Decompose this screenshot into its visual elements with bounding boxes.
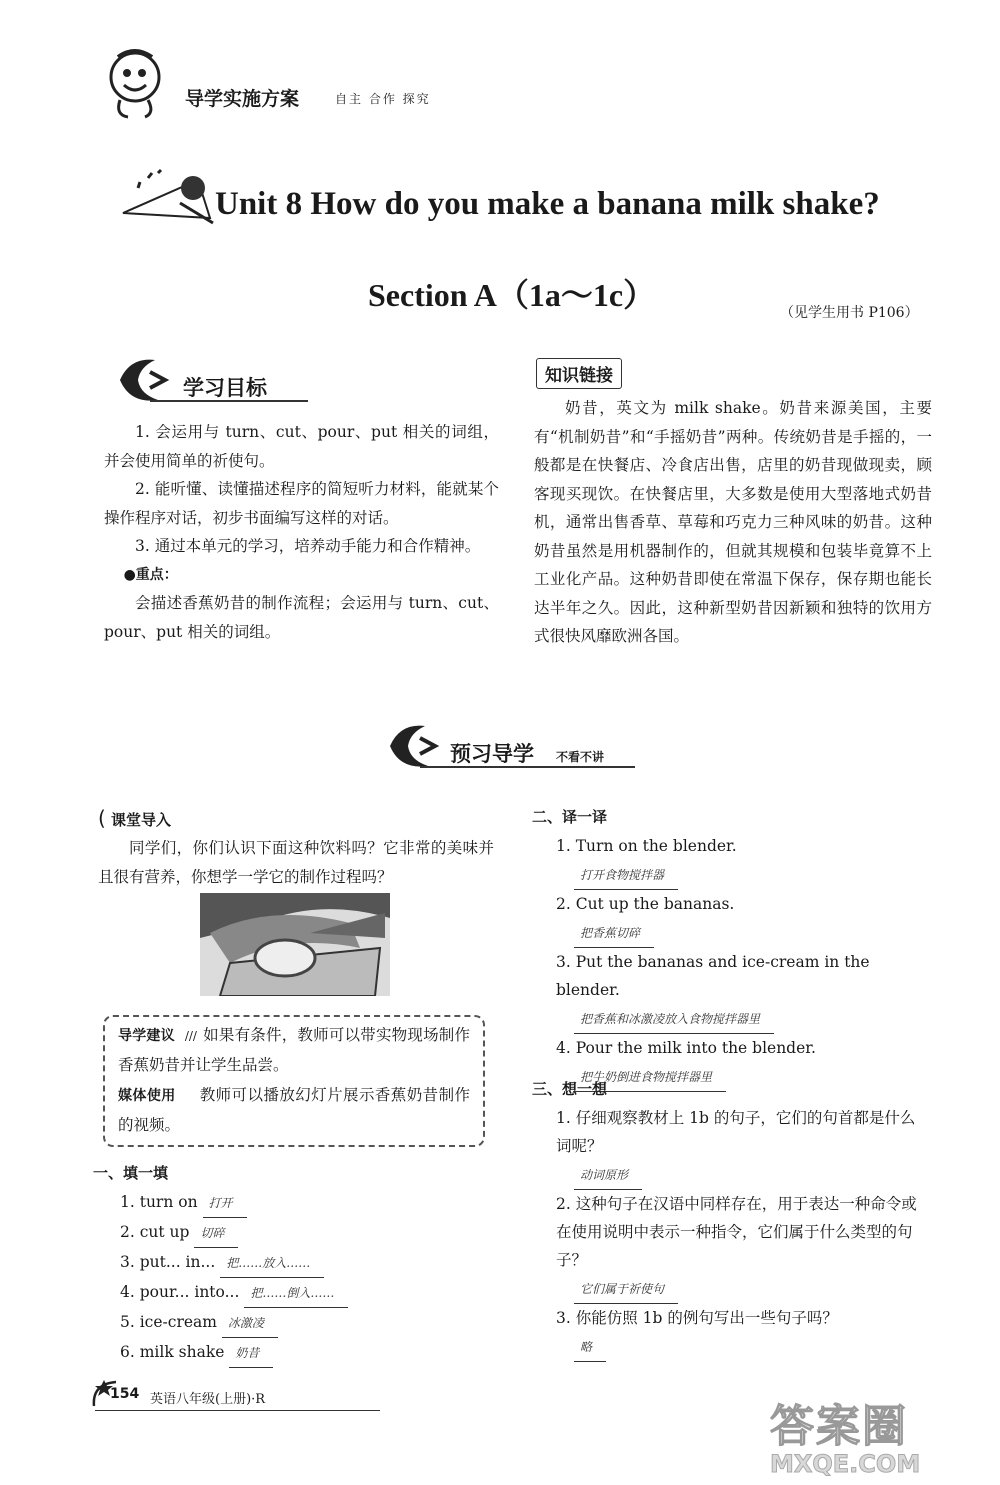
watermark-logo [770,1390,985,1478]
slash-icon: /// [184,1029,197,1043]
fill-question: 1. turn on [120,1193,198,1211]
think-list [556,1104,928,1362]
objective-item: 3. 通过本单元的学习，培养动手能力和合作精神。 [135,537,481,555]
objectives-heading: 学习目标 [183,376,267,400]
guide-label: 导学建议 [118,1028,175,1044]
think-question: 2. 这种句子在汉语中同样存在，用于表达一种命令或在使用说明中表示一种指令，它们属于什么类型的句子？ [556,1195,917,1269]
media-label: 媒体使用 [118,1088,176,1104]
footer-line [95,1410,380,1411]
fill-item [120,1188,500,1218]
fill-item [120,1248,500,1278]
section-title: Section A（1a～1c） [368,277,656,313]
translate-answer: 把牛奶倒进食物搅拌器里 [574,1063,726,1092]
classroom-label [98,806,171,830]
header-subtitle: 自主 合作 探究 [335,92,431,106]
translate-heading: 二、译一译 [532,808,608,826]
fill-list [120,1188,500,1368]
preview-banner-icon [380,718,450,773]
key-points-text: 会描述香蕉奶昔的制作流程；会运用与 turn、cut、pour、put 相关的词组。 [104,594,499,641]
objectives-banner-icon [110,352,180,407]
translate-question: 3. Put the bananas and ice-cream in the blender. [556,953,870,999]
fill-item [120,1308,500,1338]
preview-heading: 预习导学 [450,742,534,766]
classroom-text: 同学们，你们认识下面这种饮料吗？它非常的美味并且很有营养，你想学一学它的制作过程吗？ [98,839,494,886]
watermark-url: MXQE.COM [770,1450,921,1478]
translate-list [556,832,928,1092]
key-points-label: ●重点： [123,566,178,583]
page-number: 154 [110,1386,140,1402]
fill-item [120,1218,500,1248]
fill-item [120,1278,500,1308]
think-answer: 略 [574,1333,606,1362]
fill-answer: 切碎 [194,1219,238,1248]
translate-question: 1. Turn on the blender. [556,837,737,855]
unit-title: Unit 8 How do you make a banana milk shake? [215,186,880,222]
translate-answer: 把香蕉切碎 [574,919,654,948]
think-answer: 动词原形 [574,1161,642,1190]
knowledge-heading: 知识链接 [536,358,622,389]
footer-book-title: 英语八年级(上册)·R [150,1392,266,1407]
unit-decoration [118,168,218,228]
book-reference: （见学生用书 P106） [780,305,919,321]
think-heading: 三、想一想 [532,1080,608,1098]
milkshake-photo [200,893,390,996]
fill-answer: 打开 [203,1189,247,1218]
watermark-text: 答案圈 [770,1401,908,1452]
fill-question: 3. put... in... [120,1253,216,1271]
think-question: 3. 你能仿照 1b 的例句写出一些句子吗？ [556,1309,838,1327]
fill-answer: 冰激凌 [222,1309,278,1338]
mascot-logo [100,45,170,120]
guide-box-content [118,1021,470,1139]
fill-item [120,1338,500,1368]
fill-heading: 一、填一填 [93,1164,169,1182]
preview-underline [420,766,635,768]
fill-answer: 把……倒入…… [244,1279,348,1308]
knowledge-text: 奶昔，英文为 milk shake。奶昔来源美国，主要有“机制奶昔”和“手摇奶昔”两种。传统奶昔是手摇的，一般都是在快餐店、冷食店出售，店里的奶昔现做现卖，顾客现买现饮。在快餐店里，大多数是使用大型落地式奶昔机，通常出售香草、草莓和巧克力三种风味的奶昔。这种奶昔虽然是用机器制作的，但就其规模和包装毕竟算不上工业化产品。这种奶昔即使在常温下保存，保存期也能长达半年之久。因此，这种新型奶昔因新颖和独特的饮用方式很快风靡欧洲各国。 [534,399,932,645]
objective-item: 1. 会运用与 turn、cut、pour、put 相关的词组，并会使用简单的祈使句。 [104,423,499,470]
fill-question: 4. pour... into... [120,1283,240,1301]
translate-answer: 打开食物搅拌器 [574,861,678,890]
header-title: 导学实施方案 [185,88,300,110]
media-text: 教师可以播放幻灯片展示香蕉奶昔制作的视频。 [118,1086,470,1134]
objective-item: 2. 能听懂、读懂描述程序的简短听力材料，能就某个操作程序对话，初步书面编写这样的对话。 [104,480,499,527]
objectives-underline [150,400,308,402]
fill-answer: 把……放入…… [220,1249,324,1278]
fill-question: 6. milk shake [120,1343,225,1361]
think-question: 1. 仔细观察教材上 1b 的句子，它们的句首都是什么词呢？ [556,1109,916,1155]
fill-question: 2. cut up [120,1223,190,1241]
preview-tag: 不看不讲 [556,750,605,764]
guide-text: 如果有条件，教师可以带实物现场制作香蕉奶昔并让学生品尝。 [118,1026,470,1074]
bracket-icon: ( [98,806,106,830]
classroom-label-text: 课堂导入 [111,811,172,829]
fill-question: 5. ice-cream [120,1313,217,1331]
translate-answer: 把香蕉和冰激凌放入食物搅拌器里 [574,1005,774,1034]
fill-answer: 奶昔 [229,1339,273,1368]
translate-question: 2. Cut up the bananas. [556,895,735,913]
objectives-list [104,418,499,646]
translate-question: 4. Pour the milk into the blender. [556,1039,816,1057]
think-answer: 它们属于祈使句 [574,1275,678,1304]
